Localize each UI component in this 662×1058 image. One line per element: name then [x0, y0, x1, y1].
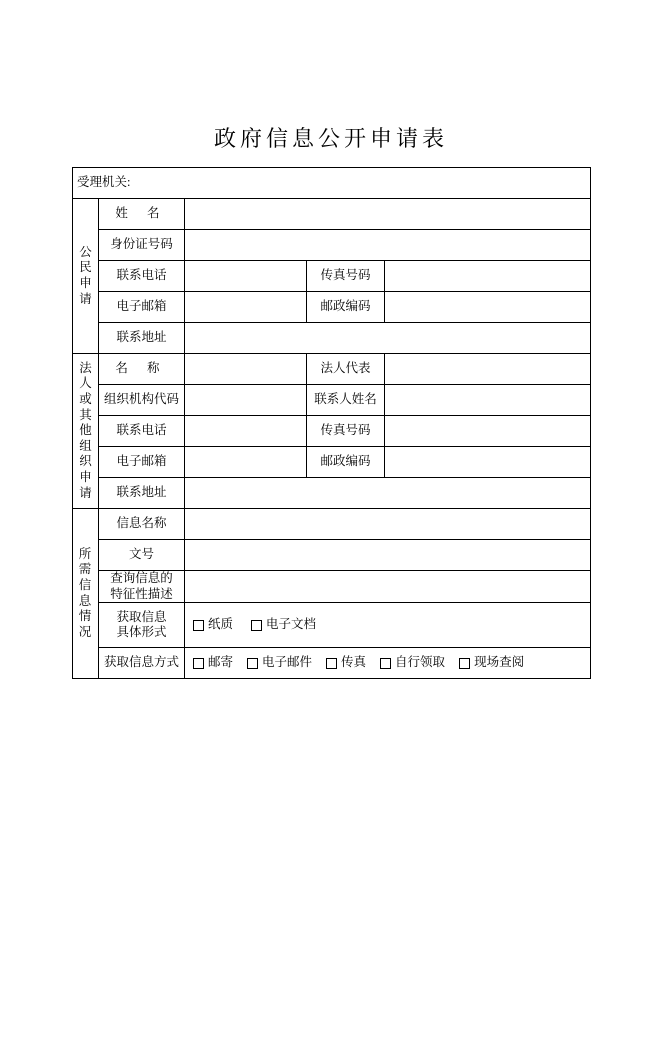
citizen-address-input[interactable]: [185, 323, 591, 354]
entity-fax-input[interactable]: [385, 416, 591, 447]
document-page: [0, 122, 662, 1058]
citizen-email-label: 电子邮箱: [99, 292, 185, 323]
checkbox-email[interactable]: [247, 655, 312, 671]
table-row: [73, 385, 591, 416]
table-row: [73, 230, 591, 261]
description-textarea[interactable]: [185, 571, 591, 603]
page-title: 政府信息公开申请表: [213, 126, 448, 151]
table-row: [73, 447, 591, 478]
entity-fax-label: 传真号码: [307, 416, 385, 447]
accepting-agency-cell[interactable]: 受理机关:: [73, 168, 591, 199]
entity-name-input[interactable]: [185, 354, 307, 385]
table-row: [73, 478, 591, 509]
checkbox-email-label: 电子邮件: [262, 655, 313, 670]
entity-legal-rep-label: 法人代表: [307, 354, 385, 385]
entity-phone-label: 联系电话: [99, 416, 185, 447]
checkbox-fax[interactable]: [326, 655, 366, 671]
table-row: [73, 323, 591, 354]
entity-contact-name-label: 联系人姓名: [307, 385, 385, 416]
checkbox-on-site-label: 现场查阅: [474, 655, 525, 670]
checkbox-on-site[interactable]: [459, 655, 524, 671]
table-row: [73, 292, 591, 323]
citizen-postcode-input[interactable]: [385, 292, 591, 323]
delivery-method-options: [185, 648, 591, 679]
table-row: [73, 603, 591, 648]
checkbox-self-pickup-label: 自行领取: [395, 655, 446, 670]
checkbox-icon[interactable]: [247, 658, 258, 669]
entity-postcode-input[interactable]: [385, 447, 591, 478]
citizen-fax-label: 传真号码: [307, 261, 385, 292]
entity-legal-rep-input[interactable]: [385, 354, 591, 385]
table-row: [73, 571, 591, 603]
application-form-table: [72, 167, 591, 679]
entity-org-code-label: 组织机构代码: [99, 385, 185, 416]
table-row: [73, 199, 591, 230]
table-row: [73, 261, 591, 292]
entity-contact-name-input[interactable]: [385, 385, 591, 416]
entity-phone-input[interactable]: [185, 416, 307, 447]
citizen-email-input[interactable]: [185, 292, 307, 323]
citizen-address-label: 联系地址: [99, 323, 185, 354]
entity-email-input[interactable]: [185, 447, 307, 478]
citizen-id-label: 身份证号码: [99, 230, 185, 261]
citizen-name-label: 姓 名: [99, 199, 185, 230]
checkbox-electronic-doc-label: 电子文档: [266, 617, 317, 632]
description-label-line2: 特征性描述: [110, 586, 173, 601]
checkbox-fax-label: 传真: [341, 655, 367, 670]
doc-number-label: 文号: [99, 540, 185, 571]
checkbox-paper[interactable]: [193, 617, 233, 633]
checkbox-icon[interactable]: [251, 620, 262, 631]
doc-number-input[interactable]: [185, 540, 591, 571]
section-label-citizen: 公民申请: [73, 199, 99, 354]
info-format-options: [185, 603, 591, 648]
citizen-phone-input[interactable]: [185, 261, 307, 292]
table-row: [73, 648, 591, 679]
citizen-postcode-label: 邮政编码: [307, 292, 385, 323]
entity-name-label: 名 称: [99, 354, 185, 385]
citizen-name-input[interactable]: [185, 199, 591, 230]
delivery-method-label: 获取信息方式: [99, 648, 185, 679]
table-row: [73, 416, 591, 447]
entity-org-code-input[interactable]: [185, 385, 307, 416]
checkbox-mail[interactable]: [193, 655, 233, 671]
accepting-agency-row: [73, 168, 591, 199]
checkbox-self-pickup[interactable]: [380, 655, 445, 671]
description-label-line1: 查询信息的: [110, 571, 173, 585]
checkbox-icon[interactable]: [193, 658, 204, 669]
citizen-phone-label: 联系电话: [99, 261, 185, 292]
info-format-label-line1: 获取信息: [116, 609, 167, 624]
checkbox-icon[interactable]: [326, 658, 337, 669]
checkbox-paper-label: 纸质: [208, 617, 234, 632]
section-label-requested-info: 所需信息情况: [73, 509, 99, 679]
checkbox-mail-label: 邮寄: [208, 655, 234, 670]
citizen-fax-input[interactable]: [385, 261, 591, 292]
table-row: [73, 540, 591, 571]
description-label: [99, 571, 185, 603]
info-format-label-line2: 具体形式: [116, 625, 167, 640]
citizen-id-input[interactable]: [185, 230, 591, 261]
checkbox-icon[interactable]: [193, 620, 204, 631]
table-row: [73, 509, 591, 540]
info-name-input[interactable]: [185, 509, 591, 540]
entity-address-label: 联系地址: [99, 478, 185, 509]
table-row: [73, 354, 591, 385]
checkbox-electronic-doc[interactable]: [251, 617, 316, 633]
info-name-label: 信息名称: [99, 509, 185, 540]
entity-postcode-label: 邮政编码: [307, 447, 385, 478]
checkbox-icon[interactable]: [459, 658, 470, 669]
entity-address-input[interactable]: [185, 478, 591, 509]
info-format-label: [99, 603, 185, 648]
checkbox-icon[interactable]: [380, 658, 391, 669]
entity-email-label: 电子邮箱: [99, 447, 185, 478]
section-label-legal-entity: 法人或其他组织申请: [73, 354, 99, 509]
